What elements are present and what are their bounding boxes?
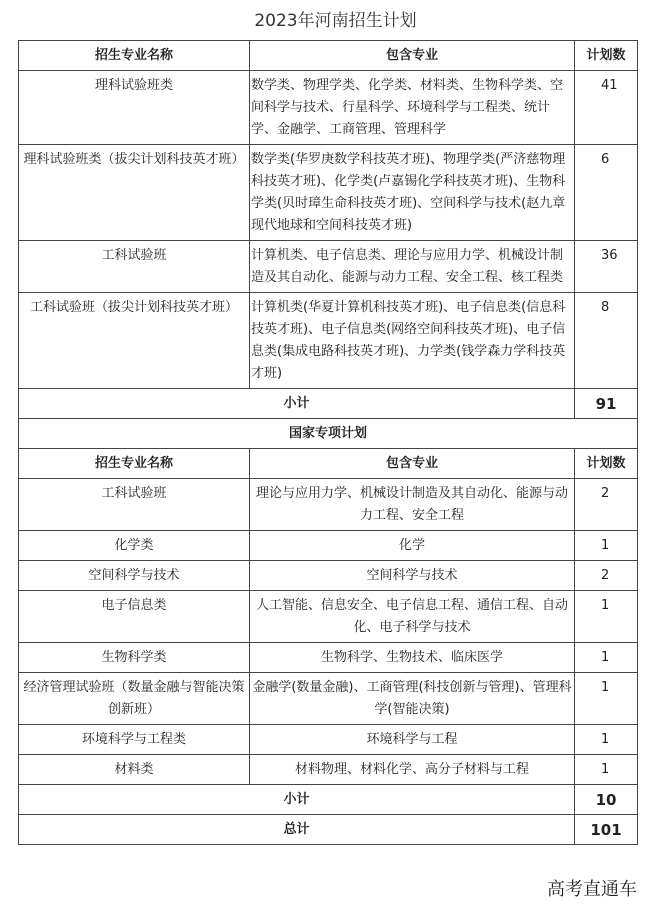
included-majors: 数学类、物理学类、化学类、材料类、生物科学类、空间科学与技术、行星科学、环境科学与工程类、统计学、金融学、工商管理、管理科学	[250, 71, 575, 145]
header-count: 计划数	[575, 449, 638, 479]
plan-count: 1	[575, 755, 638, 785]
included-majors: 空间科学与技术	[250, 561, 575, 591]
plan-count: 2	[575, 479, 638, 531]
enrollment-plan-table	[18, 40, 638, 845]
program-name: 理科试验班类	[19, 71, 250, 145]
header-majors: 包含专业	[250, 41, 575, 71]
table-row	[19, 531, 638, 561]
program-name: 化学类	[19, 531, 250, 561]
subtotal-value: 10	[575, 785, 638, 815]
program-name: 理科试验班类（拔尖计划科技英才班）	[19, 145, 250, 241]
table-row	[19, 241, 638, 293]
included-majors: 生物科学、生物技术、临床医学	[250, 643, 575, 673]
program-name: 工科试验班	[19, 479, 250, 531]
program-name: 工科试验班（拔尖计划科技英才班）	[19, 293, 250, 389]
program-name: 电子信息类	[19, 591, 250, 643]
table-row	[19, 591, 638, 643]
section-heading-row	[19, 419, 638, 449]
table-header-row	[19, 449, 638, 479]
header-name: 招生专业名称	[19, 41, 250, 71]
subtotal-label: 小计	[19, 785, 575, 815]
plan-count: 1	[575, 591, 638, 643]
included-majors: 理论与应用力学、机械设计制造及其自动化、能源与动力工程、安全工程	[250, 479, 575, 531]
table-row	[19, 71, 638, 145]
subtotal-label: 小计	[19, 389, 575, 419]
included-majors: 计算机类(华夏计算机科技英才班)、电子信息类(信息科技英才班)、电子信息类(网络空间科技英才班)、电子信息类(集成电路科技英才班)、力学类(钱学森力学科技英才班)	[250, 293, 575, 389]
plan-count: 36	[575, 241, 638, 293]
program-name: 生物科学类	[19, 643, 250, 673]
program-name: 环境科学与工程类	[19, 725, 250, 755]
table-row	[19, 673, 638, 725]
subtotal-value: 91	[575, 389, 638, 419]
table-row	[19, 145, 638, 241]
subtotal-row	[19, 785, 638, 815]
plan-count: 1	[575, 673, 638, 725]
table-row	[19, 293, 638, 389]
plan-count: 1	[575, 531, 638, 561]
table-header-row	[19, 41, 638, 71]
table-row	[19, 755, 638, 785]
plan-count: 6	[575, 145, 638, 241]
program-name: 工科试验班	[19, 241, 250, 293]
included-majors: 数学类(华罗庚数学科技英才班)、物理学类(严济慈物理科技英才班)、化学类(卢嘉锡化学科技英才班)、生物科学类(贝时璋生命科技英才班)、空间科学与技术(赵九章现代地球和空间科技英才班)	[250, 145, 575, 241]
header-majors: 包含专业	[250, 449, 575, 479]
total-label: 总计	[19, 815, 575, 845]
plan-count: 1	[575, 725, 638, 755]
table-row	[19, 725, 638, 755]
included-majors: 金融学(数量金融)、工商管理(科技创新与管理)、管理科学(智能决策)	[250, 673, 575, 725]
header-name: 招生专业名称	[19, 449, 250, 479]
program-name: 经济管理试验班（数量金融与智能决策创新班）	[19, 673, 250, 725]
total-row	[19, 815, 638, 845]
plan-count: 41	[575, 71, 638, 145]
program-name: 材料类	[19, 755, 250, 785]
table-row	[19, 561, 638, 591]
program-name: 空间科学与技术	[19, 561, 250, 591]
plan-count: 8	[575, 293, 638, 389]
section-heading: 国家专项计划	[19, 419, 638, 449]
plan-count: 2	[575, 561, 638, 591]
header-count: 计划数	[575, 41, 638, 71]
included-majors: 环境科学与工程	[250, 725, 575, 755]
total-value: 101	[575, 815, 638, 845]
table-row	[19, 479, 638, 531]
plan-count: 1	[575, 643, 638, 673]
included-majors: 计算机类、电子信息类、理论与应用力学、机械设计制造及其自动化、能源与动力工程、安全工程、核工程类	[250, 241, 575, 293]
page-title: 2023年河南招生计划	[254, 11, 417, 31]
subtotal-row	[19, 389, 638, 419]
included-majors: 化学	[250, 531, 575, 561]
included-majors: 人工智能、信息安全、电子信息工程、通信工程、自动化、电子科学与技术	[250, 591, 575, 643]
watermark: 高考直通车	[543, 875, 641, 901]
table-row	[19, 643, 638, 673]
included-majors: 材料物理、材料化学、高分子材料与工程	[250, 755, 575, 785]
